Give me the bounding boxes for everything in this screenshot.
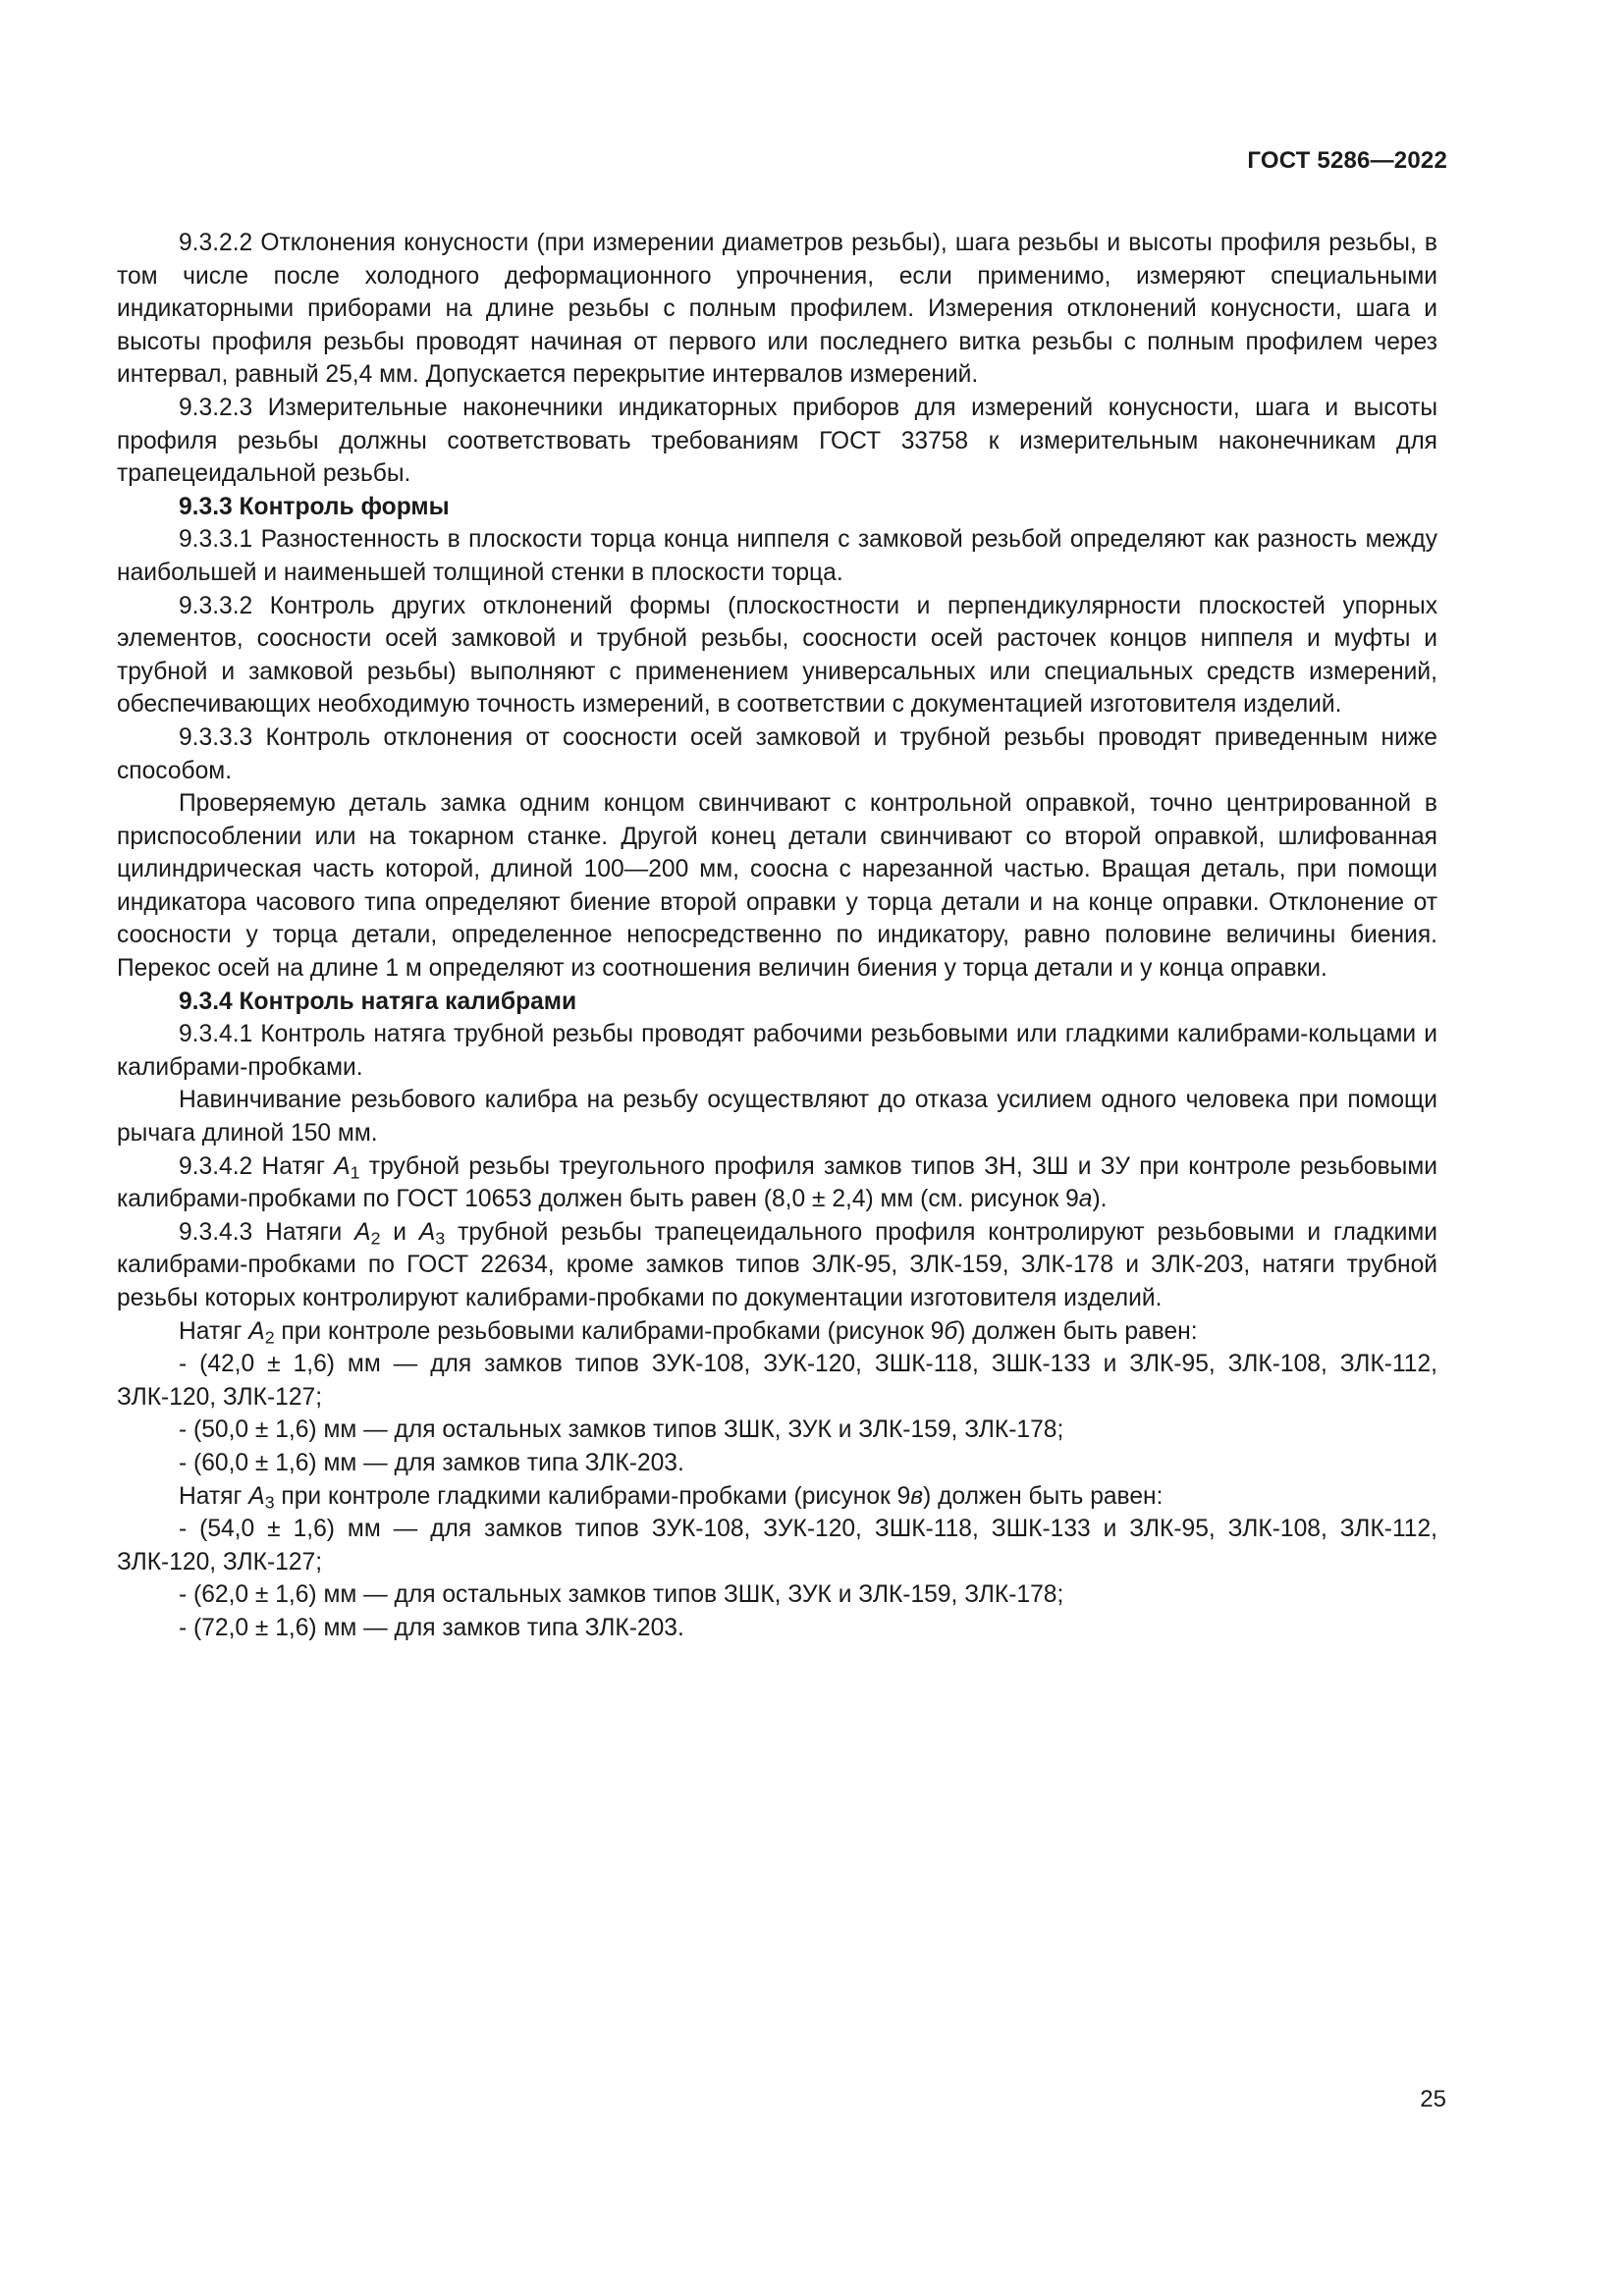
document-body	[117, 227, 1437, 1645]
paragraph-a3-intro: Натяг $A_3$ при контроле гладкими калибрами-пробками (рисунок 9в) должен быть равен:	[179, 1482, 1164, 1512]
list-item: - (42,0 ± 1,6) мм — для замков типов ЗУК-108, ЗУК-120, ЗШК-118, ЗШК-133 и ЗЛК-95, ЗЛК-108, ЗЛК-112, ЗЛК-120, ЗЛК-127;	[117, 1351, 1437, 1411]
paragraph-a2-intro: Натяг $A_2$ при контроле резьбовыми калибрами-пробками (рисунок 9б) должен быть равен:	[179, 1317, 1198, 1348]
section-heading-9-3-3: 9.3.3 Контроль формы	[179, 493, 450, 520]
list-item: - (60,0 ± 1,6) мм — для замков типа ЗЛК-203.	[179, 1449, 684, 1476]
paragraph-9-3-4-2: 9.3.4.2 Натяг $A_1$ трубной резьбы треугольного профиля замков типов ЗН, ЗШ и ЗУ при контроле резьбовыми калибрами-пробками по ГОСТ 10653 должен быть равен (8,0 ± 2,4) мм (см. рисунок 9а).	[117, 1152, 1437, 1213]
paragraph-9-3-2-2: 9.3.2.2 Отклонения конусности (при измерении диаметров резьбы), шага резьбы и высоты профиля резьбы, в том числе после холодного деформационного упрочнения, если применимо, измеряют специальными индикаторными приборами на длине резьбы с полным профилем. Измерения отклонений конусности, шага и высоты профиля резьбы проводят начиная от первого или последнего витка резьбы с полным профилем через интервал, равный 25,4 мм. Допускается перекрытие интервалов измерений.	[117, 230, 1437, 389]
paragraph-9-3-3-1: 9.3.3.1 Разностенность в плоскости торца конца ниппеля с замковой резьбой определяют как разность между наибольшей и наименьшей толщиной стенки в плоскости торца.	[117, 526, 1437, 586]
symbol-a1: A	[334, 1152, 351, 1180]
paragraph-gauge-screwing: Навинчивание резьбового калибра на резьбу осуществляют до отказа усилием одного человека при помощи рычага длиной 150 мм.	[117, 1087, 1437, 1148]
page-number: 25	[1420, 2086, 1446, 2112]
symbol-a3: A	[418, 1218, 436, 1246]
paragraph-9-3-4-1: 9.3.4.1 Контроль натяга трубной резьбы проводят рабочими резьбовыми или гладкими калибрами-кольцами и калибрами-пробками.	[117, 1021, 1437, 1081]
paragraph-9-3-2-3: 9.3.2.3 Измерительные наконечники индикаторных приборов для измерений конусности, шага и высоты профиля резьбы должны соответствовать требованиям ГОСТ 33758 к измерительным наконечникам для трапецеидальной резьбы.	[117, 394, 1437, 488]
list-item: - (62,0 ± 1,6) мм — для остальных замков типов ЗШК, ЗУК и ЗЛК-159, ЗЛК-178;	[179, 1581, 1064, 1609]
symbol-a2: A	[354, 1218, 371, 1246]
list-item: - (54,0 ± 1,6) мм — для замков типов ЗУК-108, ЗУК-120, ЗШК-118, ЗШК-133 и ЗЛК-95, ЗЛК-108, ЗЛК-112, ЗЛК-120, ЗЛК-127;	[117, 1516, 1437, 1575]
list-item: - (72,0 ± 1,6) мм — для замков типа ЗЛК-203.	[179, 1614, 684, 1641]
section-heading-9-3-4: 9.3.4 Контроль натяга калибрами	[179, 988, 577, 1015]
paragraph-9-3-4-3: 9.3.4.3 Натяги $A_2$ и $A_3$ трубной резьбы трапецеидального профиля контролируют резьбовыми и гладкими калибрами-пробками по ГОСТ 22634, кроме замков типов ЗЛК-95, ЗЛК-159, ЗЛК-178 и ЗЛК-203, натяги трубной резьбы которых контролируют калибрами-пробками по документации изготовителя изделий.	[117, 1218, 1437, 1311]
paragraph-9-3-3-3: 9.3.3.3 Контроль отклонения от соосности осей замковой и трубной резьбы проводят приведенным ниже способом.	[117, 723, 1437, 784]
document-header: ГОСТ 5286—2022	[1247, 147, 1447, 174]
paragraph-9-3-3-2: 9.3.3.2 Контроль других отклонений формы (плоскостности и перпендикулярности плоскостей упорных элементов, соосности осей замковой и трубной резьбы, соосности осей расточек концов ниппеля и муфты и трубной и замковой резьбы) выполняют с применением универсальных или специальных средств измерений, обеспечивающих необходимую точность измерений, в соответствии с документацией изготовителя изделий.	[117, 592, 1437, 719]
paragraph-alignment-check-method: Проверяемую деталь замка одним концом свинчивают с контрольной оправкой, точно центрированной в приспособлении или на токарном станке. Другой конец детали свинчивают со второй оправкой, шлифованная цилиндрическая часть которой, длиной 100—200 мм, соосна с нарезанной частью. Вращая деталь, при помощи индикатора часового типа определяют биение второй оправки у торца детали и на конце оправки. Отклонение от соосности у торца детали, определенное непосредственно по индикатору, равно половине величины биения. Перекос осей на длине 1 м определяют из соотношения величин биения у торца детали и у конца оправки.	[117, 790, 1437, 983]
list-item: - (50,0 ± 1,6) мм — для остальных замков типов ЗШК, ЗУК и ЗЛК-159, ЗЛК-178;	[179, 1416, 1064, 1444]
